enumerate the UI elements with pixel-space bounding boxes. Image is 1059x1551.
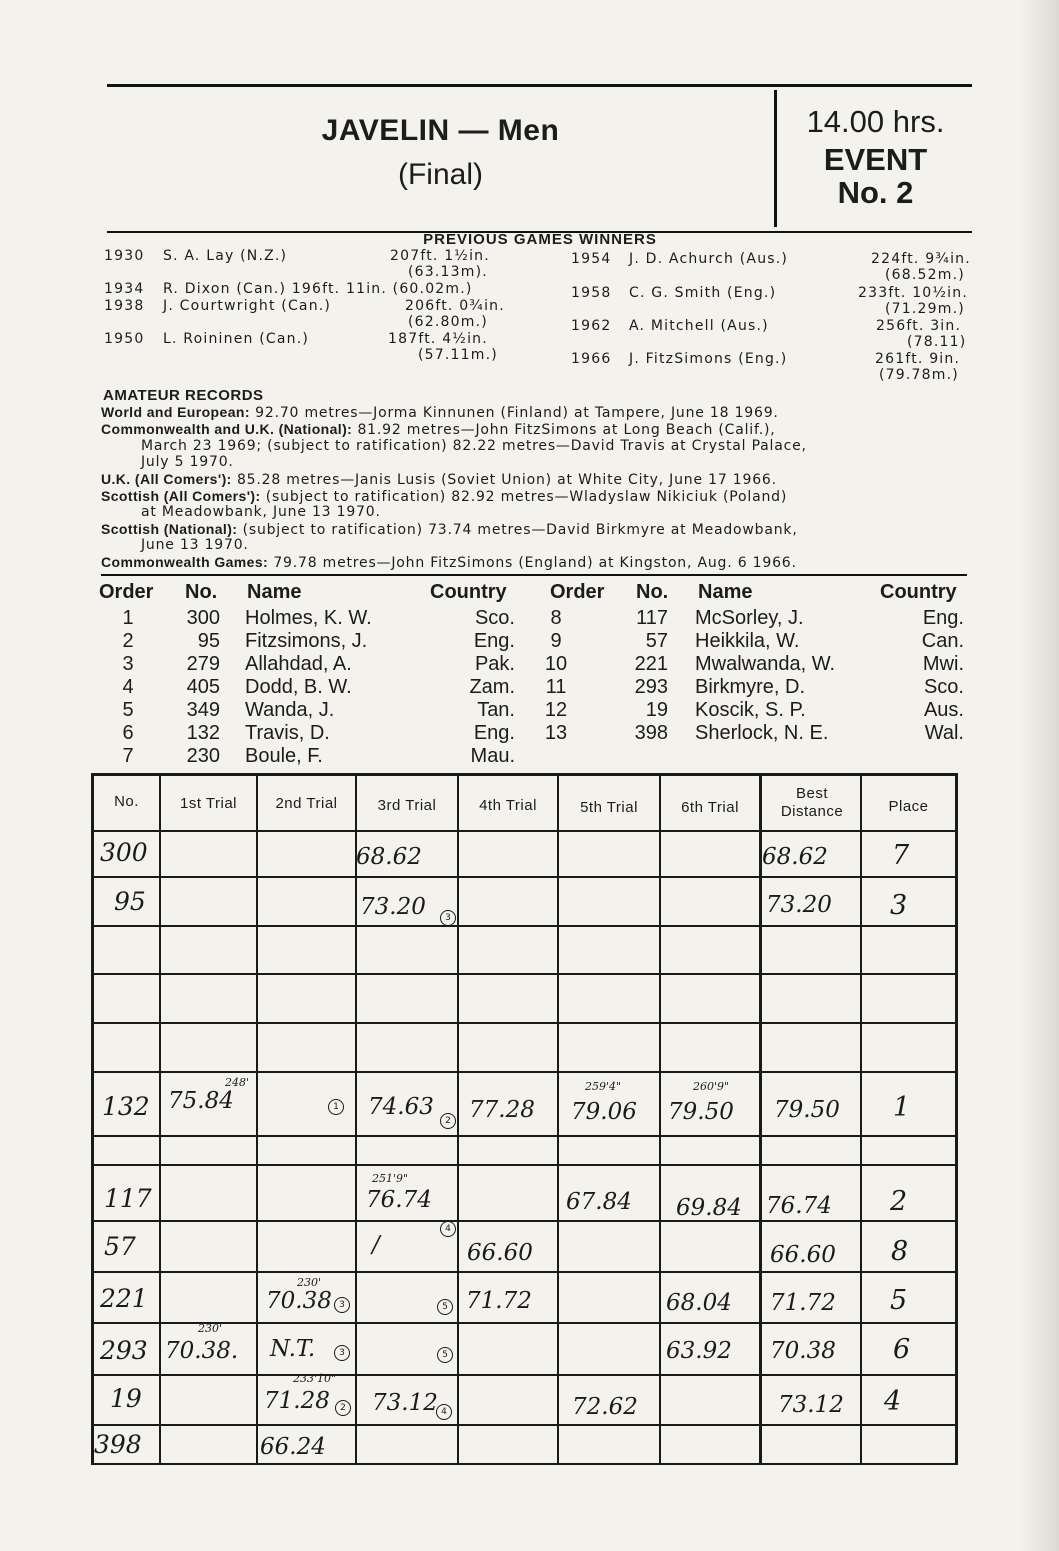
winner-feet: 224ft. 9¾in. xyxy=(871,251,971,267)
grid-line xyxy=(659,776,661,1465)
hw-place: 7 xyxy=(892,840,910,871)
records-rule xyxy=(101,574,967,576)
hw-place: 5 xyxy=(890,1285,908,1316)
grid-line xyxy=(91,1374,958,1376)
grid-line xyxy=(91,830,958,832)
hw-feet-note: 230' xyxy=(198,1322,223,1335)
name-header: Name xyxy=(247,581,302,603)
winner-name: J. D. Achurch (Aus.) xyxy=(629,251,789,267)
hw-trial-mark: 79.06 xyxy=(571,1099,637,1125)
grid-line xyxy=(91,1164,958,1166)
hw-circled-order: 2 xyxy=(335,1400,351,1416)
hw-circled-order: 3 xyxy=(440,910,456,926)
hw-best-distance: 76.74 xyxy=(766,1193,832,1219)
country-header: Country xyxy=(430,581,507,603)
grid-line xyxy=(457,776,459,1465)
col-header-trial2: 2nd Trial xyxy=(275,795,338,812)
hw-trial-mark: 73.12 xyxy=(372,1390,438,1416)
page-edge-shadow xyxy=(1019,0,1059,1551)
winner-metres: (62.80m.) xyxy=(408,314,488,330)
previous-winners-heading: PREVIOUS GAMES WINNERS xyxy=(423,231,657,248)
hw-trial-mark: 75.84 xyxy=(168,1088,234,1114)
grid-line xyxy=(557,776,559,1465)
hw-place: 3 xyxy=(890,890,908,921)
winner-year: 1962 xyxy=(571,318,612,334)
record-line: Commonwealth and U.K. (National): 81.92 metres—John FitzSimons at Long Beach (Calif.), xyxy=(101,421,776,438)
hw-best-distance: 71.72 xyxy=(770,1290,836,1316)
hw-place: 8 xyxy=(891,1236,909,1267)
record-line: June 13 1970. xyxy=(141,537,249,553)
winner-metres: (79.78m.) xyxy=(879,367,959,383)
grid-line xyxy=(955,776,958,1465)
grid-line xyxy=(91,1022,958,1024)
hw-circled-order: 4 xyxy=(440,1221,456,1237)
grid-line xyxy=(91,773,958,776)
winner-year: 1930 xyxy=(104,248,145,264)
grid-line xyxy=(91,1071,958,1073)
hw-circled-order: 3 xyxy=(334,1297,350,1313)
country-header: Country xyxy=(880,581,957,603)
col-header-no: No. xyxy=(114,793,139,810)
hw-trial-mark: 74.63 xyxy=(368,1094,434,1120)
col-header-trial6: 6th Trial xyxy=(681,799,739,816)
record-line: Scottish (All Comers'): (subject to ratification) 82.92 metres—Wladyslaw Nikiciuk (Poland) xyxy=(101,488,788,505)
hw-trial-mark: 71.72 xyxy=(466,1288,532,1314)
hw-trial-mark: 79.50 xyxy=(668,1099,734,1125)
col-header-trial1: 1st Trial xyxy=(179,795,237,812)
hw-place: 1 xyxy=(893,1092,911,1123)
hw-trial-mark: / xyxy=(372,1232,380,1258)
winner-metres: (78.11) xyxy=(907,334,967,350)
winner-year: 1934 xyxy=(104,281,145,297)
winner-name: L. Roininen (Can.) xyxy=(163,331,310,347)
hw-competitor-no: 117 xyxy=(104,1184,152,1213)
hw-circled-order: 4 xyxy=(436,1404,452,1420)
hw-trial-mark: 66.60 xyxy=(467,1240,533,1266)
grid-line xyxy=(256,776,258,1465)
hw-best-distance: 73.20 xyxy=(766,892,832,918)
order-header: Order xyxy=(550,581,605,603)
order-header: Order xyxy=(99,581,154,603)
hw-circled-order: 5 xyxy=(437,1299,453,1315)
hw-trial-mark: N.T. xyxy=(270,1336,316,1362)
hw-trial-mark: 76.74 xyxy=(366,1187,432,1213)
winner-metres: (68.52m.) xyxy=(885,267,965,283)
winner-feet: 187ft. 4½in. xyxy=(388,331,488,347)
event-label: EVENT xyxy=(823,142,928,177)
winner-metres: (57.11m.) xyxy=(418,347,498,363)
record-line: July 5 1970. xyxy=(141,454,234,470)
grid-line xyxy=(159,776,161,1465)
hw-place: 6 xyxy=(893,1334,911,1365)
grid-line xyxy=(91,1271,958,1273)
winner-metres: (63.13m). xyxy=(408,264,488,280)
winner-feet: 207ft. 1½in. xyxy=(390,248,490,264)
winner-year: 1966 xyxy=(571,351,612,367)
grid-line xyxy=(91,1135,958,1137)
hw-competitor-no: 57 xyxy=(104,1232,136,1261)
record-line: World and European: 92.70 metres—Jorma Kinnunen (Finland) at Tampere, June 18 1969. xyxy=(101,404,779,421)
winner-feet: 233ft. 10½in. xyxy=(858,285,968,301)
grid-line xyxy=(860,776,862,1465)
col-header-trial3: 3rd Trial xyxy=(377,797,437,814)
hw-place: 4 xyxy=(884,1386,902,1417)
col-header-place: Place xyxy=(888,798,929,815)
hw-trial-mark: 68.04 xyxy=(666,1290,732,1316)
record-line: at Meadowbank, June 13 1970. xyxy=(141,504,381,520)
hw-best-distance: 68.62 xyxy=(762,844,828,870)
winner-year: 1938 xyxy=(104,298,145,314)
hw-circled-order: 5 xyxy=(437,1347,453,1363)
event-subtitle: (Final) xyxy=(397,158,483,191)
hw-competitor-no: 95 xyxy=(114,887,146,916)
winner-name: J. Courtwright (Can.) xyxy=(163,298,332,314)
hw-trial-mark: 70.38. xyxy=(165,1338,239,1364)
grid-line xyxy=(91,973,958,975)
record-line: Commonwealth Games: 79.78 metres—John FitzSimons (England) at Kingston, Aug. 6 1966. xyxy=(101,554,797,571)
winner-year: 1958 xyxy=(571,285,612,301)
hw-competitor-no: 398 xyxy=(94,1430,142,1459)
winner-year: 1950 xyxy=(104,331,145,347)
hw-best-distance: 66.60 xyxy=(770,1242,836,1268)
winner-name: C. G. Smith (Eng.) xyxy=(629,285,777,301)
hw-feet-note: 259'4" xyxy=(585,1080,622,1093)
hw-trial-mark: 77.28 xyxy=(469,1097,535,1123)
hw-trial-mark: 73.20 xyxy=(360,894,426,920)
winner-year: 1954 xyxy=(571,251,612,267)
no-header: No. xyxy=(636,581,669,603)
hw-feet-note: 248' xyxy=(225,1076,250,1089)
hw-circled-order: 3 xyxy=(334,1345,350,1361)
record-line: March 23 1969; (subject to ratification) 82.22 metres—David Travis at Crystal Palace, xyxy=(141,438,807,454)
hw-competitor-no: 221 xyxy=(100,1284,148,1313)
winner-name: A. Mitchell (Aus.) xyxy=(629,318,769,334)
hw-competitor-no: 19 xyxy=(110,1384,142,1413)
winner-feet: 256ft. 3in. xyxy=(876,318,962,334)
winner-feet: 261ft. 9in. xyxy=(875,351,961,367)
programme-page: JAVELIN — Men (Final) 14.00 hrs. EVENT No. 2 PREVIOUS GAMES WINNERS 1930 S. A. Lay (N.Z.) 207ft. 1½in. (63.13m). 1934 R. Dixon (Can.) 196ft. 11in. (60.02m.) 1938 J. Courtwright (Can.) 206ft. 0¾in. (62.80m.) 1950 L. Roininen (Can.) 187ft. 4½in. (57.11m.) 1954 J. D. Achurch (Aus.) 224ft. 9¾in. (68.52m.) 1958 C. G. Smith (Eng.) 233ft. 10½in. (71.29m.) 1962 A. Mitchell (Aus.) 256ft. 3in. (78.11) 1966 J. FitzSimons (Eng.) 261ft. 9in. (79.78m.) AMATEUR RECORDS World and European: 92.70 metres—Jorma Kinnunen (Finland) at Tampere, June 18 1969. Commonwealth and U.K. (National): 81.92 metres—John FitzSimons at Long Beach (Calif.), March 23 1969; (subject to ratification) 82.22 metres—David Travis at Crystal Palace, July 5 1970. U.K. (All Comers'): 85.28 metres—Janis Lusis (Soviet Union) at White City, June 17 1966. Scottish (All Comers'): (subject to ratification) 82.92 metres—Wladyslaw Nikiciuk (Poland) at Meadowbank, June 13 1970. Scottish (National): (subject to ratification) 73.74 metres—David Birkmyre at Meadowbank, June 13 1970. Commonwealth Games: 79.78 metres—John FitzSimons (England) at Kingston, Aug. 6 1966. Order No. Name Country Order No. Name Country 1 300 Holmes, K. W. Sco. 2 95 Fitzsimons, J. Eng. 3 279 Allahdad, A. Pak. 4 405 Dodd, B. W. Zam. 5 349 Wanda, J. Tan. 6 132 Travis, D. Eng. 7 230 Boule, F. Mau. 8 117 McSorley, J. Eng. 9 57 Heikkila, W. Can. 10 221 Mwalwanda, W. Mwi. 11 293 Birkmyre, D. Sco. 12 19 Koscik, S. P. Aus. 13 398 Sherlock, N. E. Wal. No. 1st Trial 2nd Trial 3rd Trial 4th Trial 5th Trial 6th Trial Best Distance Place 300 68.62 68.62 7 95 73.20 3 73.20 3 132 248' 75.84 1 74.63 2 77.28 259'4" 79.06 260'9" 79.50 79.50 1 117 251'9" 76.74 4 67.84 69.84 76.74 2 57 / 66.60 66.60 8 221 230' 70.38 3 5 71.72 68.04 71.72 5 293 230' 70.38. N.T. 3 5 63.92 70.38 6 19 233'10" 71.28 2 73.12 4 72.62 73.12 4 398 66.24 xyxy=(0,0,1059,1551)
grid-line xyxy=(355,776,357,1465)
hw-place: 2 xyxy=(890,1186,908,1217)
hw-best-distance: 70.38 xyxy=(770,1338,836,1364)
hw-trial-mark: 72.62 xyxy=(572,1394,638,1420)
hw-feet-note: 230' xyxy=(297,1276,322,1289)
grid-line xyxy=(91,1424,958,1426)
winner-name: S. A. Lay (N.Z.) xyxy=(163,248,288,264)
grid-line xyxy=(759,776,762,1465)
header-divider xyxy=(774,90,777,227)
hw-feet-note: 251'9" xyxy=(372,1172,409,1185)
col-header-trial4: 4th Trial xyxy=(479,797,537,814)
hw-trial-mark: 66.24 xyxy=(260,1434,326,1460)
hw-trial-mark: 68.62 xyxy=(356,844,422,870)
event-title: JAVELIN — Men xyxy=(321,114,560,147)
hw-best-distance: 79.50 xyxy=(774,1097,840,1123)
records-heading: AMATEUR RECORDS xyxy=(103,387,264,404)
hw-trial-mark: 63.92 xyxy=(666,1338,732,1364)
event-time: 14.00 hrs. xyxy=(806,104,945,139)
grid-line xyxy=(91,1463,958,1465)
winner-name: J. FitzSimons (Eng.) xyxy=(629,351,788,367)
winner-feet: 206ft. 0¾in. xyxy=(405,298,505,314)
hw-trial-mark: 67.84 xyxy=(566,1189,632,1215)
hw-circled-order: 2 xyxy=(440,1113,456,1129)
winner-metres: (71.29m.) xyxy=(885,301,965,317)
grid-line xyxy=(91,876,958,878)
header-top-rule xyxy=(107,84,972,87)
hw-circled-order: 1 xyxy=(328,1099,344,1115)
hw-trial-mark: 70.38 xyxy=(266,1288,332,1314)
hw-trial-mark: 71.28 xyxy=(264,1388,330,1414)
no-header: No. xyxy=(185,581,218,603)
grid-line xyxy=(91,925,958,927)
name-header: Name xyxy=(698,581,753,603)
hw-competitor-no: 132 xyxy=(102,1092,150,1121)
grid-line xyxy=(91,1220,958,1222)
hw-competitor-no: 300 xyxy=(100,838,148,867)
record-line: U.K. (All Comers'): 85.28 metres—Janis Lusis (Soviet Union) at White City, June 17 1966. xyxy=(101,471,777,488)
winner-name: R. Dixon (Can.) 196ft. 11in. (60.02m.) xyxy=(163,281,473,297)
event-number xyxy=(778,143,973,209)
col-header-best: Best Distance xyxy=(780,785,844,820)
hw-feet-note: 233'10" xyxy=(293,1372,337,1385)
event-no: No. 2 xyxy=(837,175,914,210)
hw-trial-mark: 69.84 xyxy=(676,1195,742,1221)
record-line: Scottish (National): (subject to ratification) 73.74 metres—David Birkmyre at Meadowbank, xyxy=(101,521,798,538)
hw-best-distance: 73.12 xyxy=(778,1392,844,1418)
hw-feet-note: 260'9" xyxy=(693,1080,730,1093)
hw-competitor-no: 293 xyxy=(100,1336,148,1365)
col-header-trial5: 5th Trial xyxy=(580,799,638,816)
